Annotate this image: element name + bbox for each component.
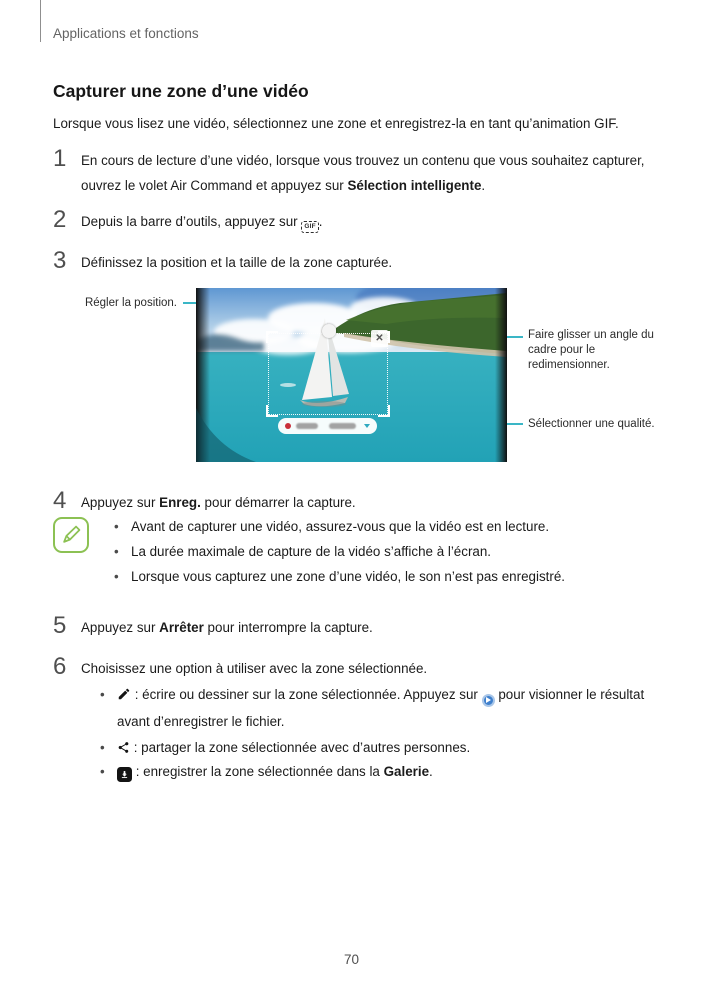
annotation-quality: Sélectionner une qualité. [528, 418, 655, 430]
note-box [53, 514, 653, 589]
step-5 [53, 612, 653, 640]
bullet: • [100, 687, 105, 702]
step-1 [53, 145, 653, 198]
step-text-part: pour interrompre la capture. [203, 620, 373, 635]
step-6 [53, 653, 653, 681]
frame-corner-handle[interactable] [266, 331, 278, 343]
step-text [81, 487, 653, 515]
frame-corner-handle[interactable] [378, 405, 390, 417]
step-text-part: pour démarrer la capture. [200, 495, 356, 510]
step-3 [53, 247, 653, 275]
frame-corner-handle[interactable] [266, 405, 278, 417]
chevron-down-icon[interactable] [364, 424, 370, 428]
step-number: 2 [53, 206, 67, 233]
step-text-part: . [318, 214, 323, 229]
step-2 [53, 206, 653, 234]
chapter-header: Applications et fonctions [53, 26, 199, 41]
bullet: • [114, 544, 119, 559]
note-list [114, 514, 653, 589]
note-text: Avant de capturer une vidéo, assurez-vous que la vidéo est en lecture. [131, 519, 550, 534]
annotation-resize: Faire glisser un angle du cadre pour le redimensionner. [528, 329, 654, 371]
step-number: 6 [53, 653, 67, 680]
capture-selection-frame[interactable] [268, 333, 388, 415]
option-share [100, 735, 655, 762]
note-pencil-icon [53, 517, 89, 553]
step-number: 3 [53, 247, 67, 274]
note-item [114, 564, 653, 589]
intro-paragraph: Lorsque vous lisez une vidéo, sélectionnez une zone et enregistrez-la en tant qu’animation GIF. [53, 116, 619, 131]
note-item [114, 514, 653, 539]
step-text-part: Appuyez sur [81, 620, 160, 635]
gif-selection-icon: GIF [301, 221, 318, 233]
option-text-part: : enregistrer la zone sélectionnée dans la [132, 764, 384, 779]
step-text [81, 612, 653, 640]
step-text-part: En cours de lecture d’une vidéo, lorsque vous trouvez un contenu que vous souhaitez capturer, ouvrez le volet Air Command et appuyez sur [81, 153, 645, 193]
note-text: La durée maximale de capture de la vidéo s’affiche à l’écran. [131, 544, 492, 559]
step-text [81, 206, 653, 234]
option-save [100, 759, 655, 784]
bullet: • [100, 764, 105, 779]
step-number: 5 [53, 612, 67, 639]
step-number: 1 [53, 145, 67, 172]
bullet: • [100, 740, 105, 755]
step-text: Définissez la position et la taille de la zone capturée. [81, 255, 393, 270]
step-4 [53, 487, 653, 515]
close-icon[interactable]: ✕ [371, 330, 388, 347]
note-item [114, 539, 653, 564]
step-text-part: Depuis la barre d’outils, appuyez sur [81, 214, 302, 229]
page-number: 70 [343, 952, 360, 967]
option-text-part: . [429, 764, 433, 779]
figure-video-capture [0, 288, 703, 464]
note-text: Lorsque vous capturez une zone d’une vidéo, le son n’est pas enregistré. [131, 569, 565, 584]
record-icon[interactable] [285, 423, 291, 429]
step-text-part: . [481, 178, 486, 193]
step-text [81, 145, 653, 198]
option-text [117, 682, 655, 734]
annotation-position: Régler la position. [84, 297, 177, 309]
bullet: • [114, 569, 119, 584]
step-text: Choisissez une option à utiliser avec la zone sélectionnée. [81, 661, 428, 676]
video-screenshot [196, 288, 507, 462]
quality-label-redacted[interactable] [329, 423, 356, 429]
record-label-redacted[interactable] [296, 423, 318, 429]
bold-term: Enreg. [159, 495, 201, 510]
step-number: 4 [53, 487, 67, 514]
page-title: Capturer une zone d’une vidéo [53, 81, 309, 101]
capture-toolbar[interactable] [278, 418, 377, 434]
bold-term: Galerie [383, 764, 430, 779]
bullet: • [114, 519, 119, 534]
bold-term: Sélection intelligente [347, 178, 482, 193]
bold-term: Arrêter [159, 620, 204, 635]
header-rule [40, 0, 41, 42]
play-icon [482, 694, 495, 707]
edit-pencil-icon [117, 684, 131, 709]
option-text [117, 735, 655, 762]
position-handle[interactable] [322, 324, 336, 338]
option-text-part: : partager la zone sélectionnée avec d’autres personnes. [130, 740, 471, 755]
option-text-part: : écrire ou dessiner sur la zone sélectionnée. Appuyez sur [131, 687, 482, 702]
option-draw [100, 682, 655, 734]
option-text-part: pour visionner le résultat avant d’enregistrer le fichier. [117, 687, 645, 729]
option-text [117, 759, 655, 784]
step-text-part: Appuyez sur [81, 495, 160, 510]
save-download-icon [117, 767, 132, 782]
